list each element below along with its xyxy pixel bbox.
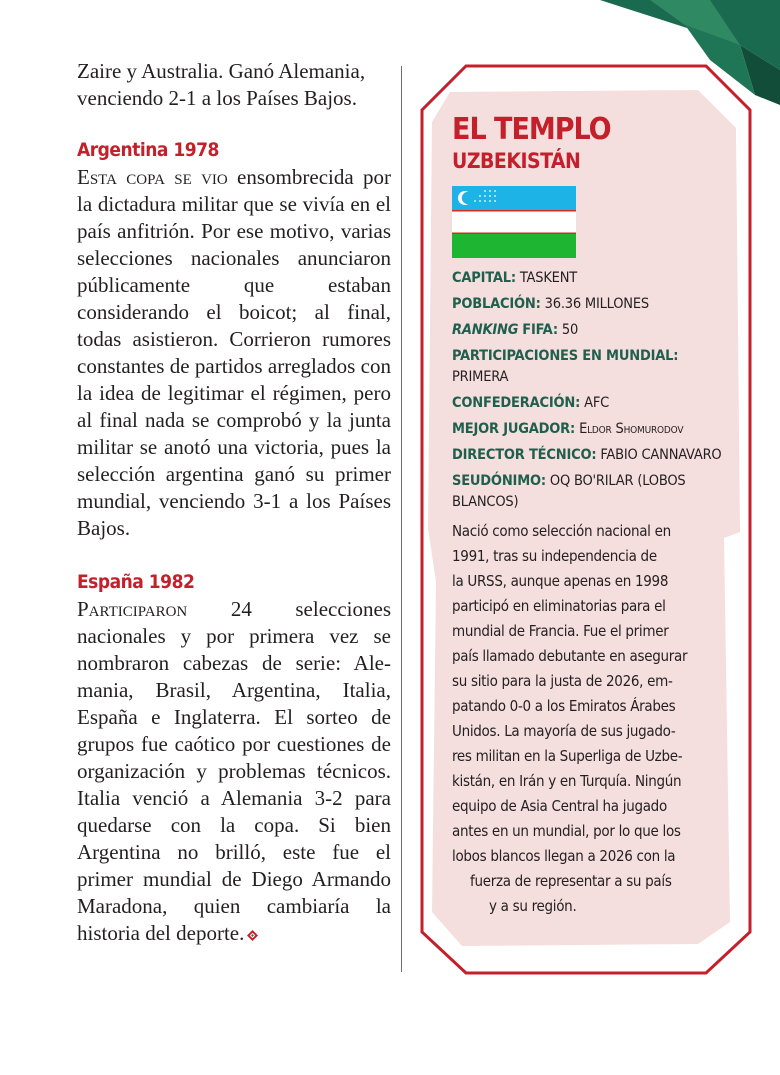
description-line: país llamado debutante en asegurar xyxy=(452,647,688,665)
team-description xyxy=(452,519,728,919)
section-text: ensombrecida por la dictadura militar que se vivía en el país anfitrión. Por ese motivo, varias selecciones nacionales anunciaron públicamente que estaban considerando el boicot; al final, todas asistieron. Corrieron rumores constantes de partidos arreglados con la idea de legitimar el régimen, pero al final nada se comprobó y la junta militar se anotó una victoria, pues la selección argentina ganó su primer mundial, venciendo 3-1 a los Países Bajos. xyxy=(77,165,391,540)
box-title: EL TEMPLO xyxy=(452,112,611,147)
fact-label: DIRECTOR TÉCNICO: xyxy=(452,447,597,463)
fact-label: PARTICIPACIONES EN MUNDIAL: xyxy=(452,348,679,364)
fact-value: OQ BO'RILAR (LOBOS BLANCOS) xyxy=(452,473,686,510)
description-line: Unidos. La mayoría de sus jugado- xyxy=(452,722,676,740)
uzbekistan-flag-icon xyxy=(452,186,576,258)
description-line: mundial de Francia. Fue el primer xyxy=(452,622,669,640)
end-of-article-icon xyxy=(247,930,258,941)
section-text: 24 selecciones nacionales y por primera vez se nombraron cabezas de serie: Alemania, Brasil, Argentina, Italia, España e Inglaterra. El sorteo de grupos fue caótico por cuestiones de organización y problemas técnicos. Italia venció a Alemania 3-2 para quedarse con la copa. Si bien Argentina no brilló, este fue el primer mundial de Diego Armando Maradona, quien cambiaría la historia del deporte. xyxy=(77,597,391,945)
fact-label: POBLACIÓN: xyxy=(452,296,541,312)
fact-capital xyxy=(452,268,728,289)
fact-value: PRIMERA xyxy=(452,369,509,385)
intro-line: venciendo 2-1 a los Países Bajos. xyxy=(77,86,357,110)
fact-label: MEJOR JUGADOR: xyxy=(452,421,576,437)
fact-label: CONFEDERACIÓN: xyxy=(452,395,581,411)
description-line: antes en un mundial, por lo que los xyxy=(452,822,681,840)
description-line: res militan en la Superliga de Uzbe- xyxy=(452,747,683,765)
description-line: participó en eliminatorias para el xyxy=(452,597,666,615)
fact-poblacion xyxy=(452,294,728,315)
intro-line: Zaire y Australia. Ganó Alemania, xyxy=(77,59,366,83)
fact-confederacion xyxy=(452,393,728,414)
fact-value: AFC xyxy=(584,395,610,411)
section-lead: Participaron xyxy=(77,597,188,621)
description-line: kistán, en Irán y en Turquía. Ningún xyxy=(452,772,682,790)
fact-value: FABIO CANNAVARO xyxy=(600,447,722,463)
description-line: fuerza de representar a su país xyxy=(470,872,672,890)
facts-list xyxy=(452,268,728,513)
description-line: la URSS, aunque apenas en 1998 xyxy=(452,572,669,590)
section-lead: Esta copa se vio xyxy=(77,165,228,189)
fact-director-tecnico xyxy=(452,445,728,466)
description-line: su sitio para la justa de 2026, em- xyxy=(452,672,673,690)
description-line: Nació como selección nacional en xyxy=(452,522,671,540)
fact-seudonimo xyxy=(452,471,728,513)
article-column xyxy=(77,58,391,947)
description-line: y a su región. xyxy=(489,897,577,915)
fact-value: Eldor Shomurodov xyxy=(579,421,684,437)
fact-ranking-fifa xyxy=(452,320,728,341)
fact-value: 36.36 MILLONES xyxy=(544,296,649,312)
fact-label: FIFA: xyxy=(522,322,558,338)
description-line: lobos blancos llegan a 2026 con la xyxy=(452,847,676,865)
fact-label-italic: RANKING xyxy=(452,322,519,338)
fact-value: TASKENT xyxy=(519,270,578,286)
fact-label: CAPITAL: xyxy=(452,270,516,286)
description-line: 1991, tras su independencia de xyxy=(452,547,657,565)
description-line: patando 0-0 a los Emiratos Árabes xyxy=(452,697,676,715)
column-divider xyxy=(401,66,402,972)
section-heading-espana-1982: España 1982 xyxy=(77,571,195,593)
fact-value: 50 xyxy=(561,322,579,338)
fact-participaciones xyxy=(452,346,728,388)
section-paragraph-espana-1982 xyxy=(77,596,391,947)
section-paragraph-argentina-1978 xyxy=(77,164,391,542)
country-info-box xyxy=(452,112,728,919)
fact-label: SEUDÓNIMO: xyxy=(452,473,546,489)
fact-mejor-jugador xyxy=(452,419,728,440)
section-heading-argentina-1978: Argentina 1978 xyxy=(77,139,219,161)
description-line: equipo de Asia Central ha jugado xyxy=(452,797,667,815)
intro-paragraph xyxy=(77,58,391,112)
country-name: UZBEKISTÁN xyxy=(452,149,581,173)
